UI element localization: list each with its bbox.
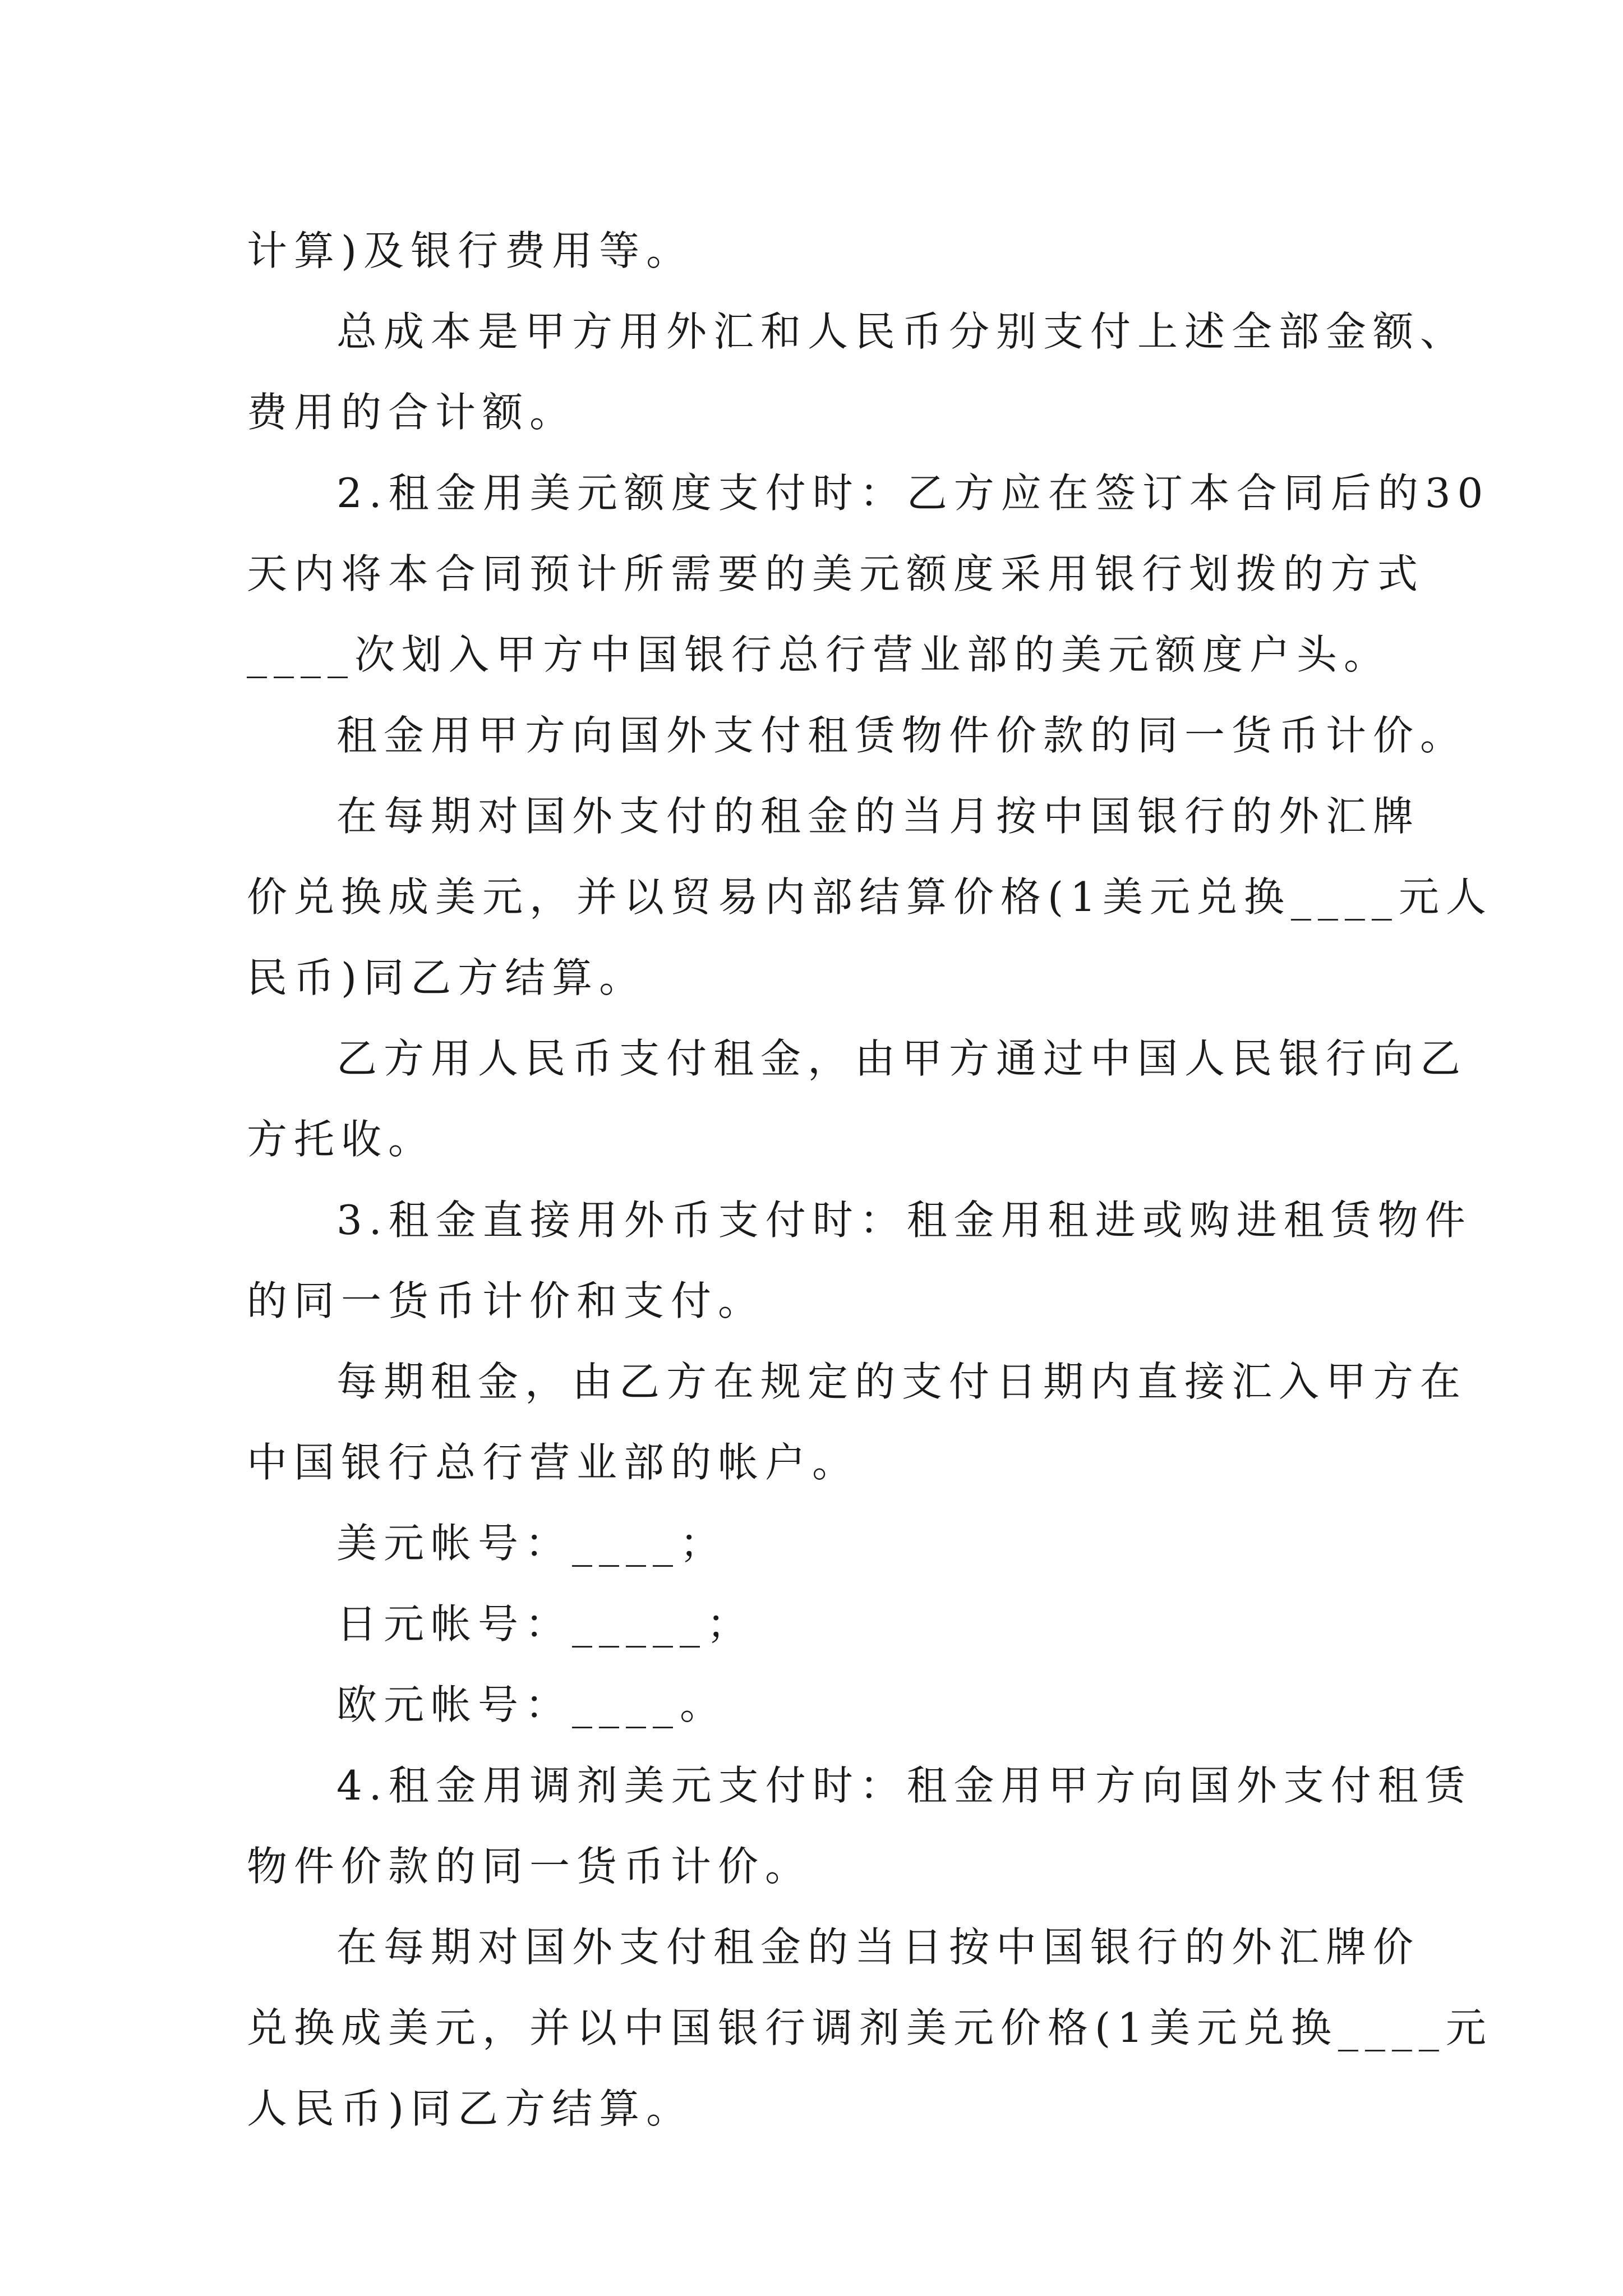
text-line: 4.租金用调剂美元支付时：租金用甲方向国外支付租赁 — [336, 1762, 1472, 1809]
text-line: 日元帐号：_____； — [336, 1600, 754, 1648]
text-line: 2.租金用美元额度支付时：乙方应在签订本合同后的30 — [336, 470, 1490, 517]
text-line: 价兑换成美元，并以贸易内部结算价格(1美元兑换____元人 — [247, 873, 1493, 921]
text-line: 计算)及银行费用等。 — [247, 227, 694, 274]
text-line: 方托收。 — [247, 1116, 436, 1163]
text-line: 人民币)同乙方结算。 — [247, 2085, 694, 2132]
text-line: 民币)同乙方结算。 — [247, 954, 647, 1001]
text-line: 在每期对国外支付租金的当日按中国银行的外汇牌价 — [336, 1924, 1421, 1971]
text-line: 的同一货币计价和支付。 — [247, 1277, 766, 1324]
text-line: 租金用甲方向国外支付租赁物件价款的同一货币计价。 — [336, 712, 1468, 759]
text-line: 总成本是甲方用外汇和人民币分别支付上述全部金额、 — [336, 308, 1468, 355]
text-line: 天内将本合同预计所需要的美元额度采用银行划拨的方式 — [247, 550, 1425, 597]
text-line: 欧元帐号：____。 — [336, 1681, 727, 1728]
text-line: ____次划入甲方中国银行总行营业部的美元额度户头。 — [247, 631, 1391, 678]
text-line: 中国银行总行营业部的帐户。 — [247, 1439, 860, 1486]
text-line: 费用的合计额。 — [247, 389, 577, 436]
text-line: 美元帐号：____； — [336, 1520, 727, 1567]
text-line: 在每期对国外支付的租金的当月按中国银行的外汇牌 — [336, 793, 1421, 840]
text-line: 乙方用人民币支付租金，由甲方通过中国人民银行向乙 — [336, 1035, 1468, 1082]
text-line: 兑换成美元，并以中国银行调剂美元价格(1美元兑换____元 — [247, 2004, 1493, 2051]
text-line: 物件价款的同一货币计价。 — [247, 1843, 813, 1890]
text-line: 3.租金直接用外币支付时：租金用租进或购进租赁物件 — [336, 1197, 1472, 1244]
document-body — [247, 210, 1493, 2149]
text-line: 每期租金，由乙方在规定的支付日期内直接汇入甲方在 — [336, 1358, 1468, 1405]
